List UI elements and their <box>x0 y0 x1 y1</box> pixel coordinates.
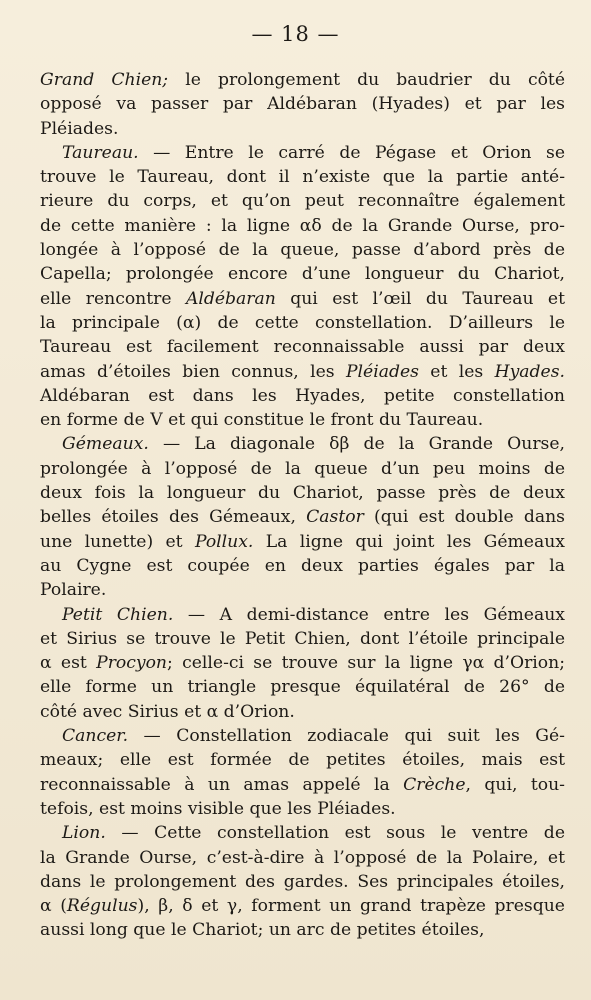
text-run: — Entre le carré de Pégase et Orion se <box>138 142 565 163</box>
text-run: — La diagonale δβ de la Grande Ourse, <box>148 434 565 455</box>
italic-term: Taureau. <box>62 142 139 163</box>
text-line <box>40 165 565 189</box>
text-run: deux fois la longueur du Chariot, passe près de deux <box>40 483 565 504</box>
italic-term: Aldébaran <box>185 288 276 309</box>
text-run: prolongée à l’opposé de la queue d’un peu moins de <box>40 458 565 479</box>
paragraph-cancer <box>40 724 565 821</box>
text-run: dans le prolongement des gardes. Ses principales étoiles, <box>40 871 565 892</box>
text-line <box>40 505 565 529</box>
text-line <box>40 651 565 675</box>
text-line <box>40 238 565 262</box>
text-line <box>40 92 565 116</box>
text-run: — Cette constellation est sous le ventre de <box>105 823 565 844</box>
text-line <box>40 530 565 554</box>
text-run: amas d’étoiles bien connus, les <box>40 361 346 382</box>
paragraph-taureau <box>40 141 565 433</box>
text-line <box>40 408 565 432</box>
italic-term: Pléiades <box>345 361 419 382</box>
italic-term: Régulus <box>66 896 138 917</box>
text-run: La ligne qui joint les Gémeaux <box>253 531 565 552</box>
italic-term: Grand Chien; <box>40 70 169 90</box>
text-run: Capella; prolongée encore d’une longueur du Chariot, <box>40 264 565 285</box>
text-run: α est <box>40 653 97 674</box>
text-run: (qui est double dans <box>363 507 565 528</box>
text-run: côté avec Sirius et α d’Orion. <box>40 701 295 722</box>
text-line <box>40 311 565 335</box>
text-run: aussi long que le Chariot; un arc de petites étoiles, <box>40 920 485 941</box>
italic-term: Lion. <box>62 823 106 844</box>
text-run: — Constellation zodiacale qui suit les Gé- <box>128 726 565 747</box>
page-body-text <box>40 68 565 943</box>
paragraph-gemeaux <box>40 432 565 602</box>
text-run: le prolongement du baudrier du côté <box>168 70 565 90</box>
text-line <box>40 432 565 456</box>
text-run: en forme de V et qui constitue le front du Taureau. <box>40 410 484 431</box>
text-line <box>40 262 565 286</box>
text-run: ), β, δ et γ, forment un grand trapèze presque <box>137 896 565 917</box>
text-line <box>40 603 565 627</box>
italic-term: Pollux. <box>194 531 254 552</box>
text-run: elle forme un triangle presque équilatéral de 26° de <box>40 677 565 698</box>
text-line <box>40 821 565 845</box>
text-run: Polaire. <box>40 580 107 601</box>
text-line <box>40 457 565 481</box>
text-line <box>40 773 565 797</box>
text-run: α ( <box>40 896 67 917</box>
text-line <box>40 870 565 894</box>
text-run: opposé va passer par Aldébaran (Hyades) et par les <box>40 94 565 115</box>
text-run: la principale (α) de cette constellation. D’ailleurs le <box>40 312 565 333</box>
text-line <box>40 481 565 505</box>
text-line <box>40 700 565 724</box>
paragraph-petit-chien <box>40 603 565 724</box>
text-line <box>40 675 565 699</box>
italic-term: Gémeaux. <box>62 434 149 455</box>
text-run: meaux; elle est formée de petites étoiles, mais est <box>40 750 565 771</box>
text-line <box>40 554 565 578</box>
italic-term: Procyon <box>96 653 168 674</box>
text-run: elle rencontre <box>40 288 186 309</box>
text-run: rieure du corps, et qu’on peut reconnaître également <box>40 191 565 212</box>
text-line <box>40 214 565 238</box>
text-run: — A demi-distance entre les Gémeaux <box>173 604 565 625</box>
text-run: une lunette) et <box>40 531 195 552</box>
text-run: tefois, est moins visible que les Pléiades. <box>40 798 396 819</box>
italic-term: Cancer. <box>62 726 129 747</box>
text-line <box>40 797 565 821</box>
text-run: qui est l’œil du Taureau et <box>275 288 565 309</box>
paragraph-grand-chien-end <box>40 68 565 141</box>
text-run: Pléiades. <box>40 118 119 139</box>
text-line <box>40 287 565 311</box>
text-line <box>40 627 565 651</box>
text-run: Taureau est facilement reconnaissable aussi par deux <box>40 337 565 358</box>
italic-term: Petit Chien. <box>62 604 174 625</box>
text-run: belles étoiles des Gémeaux, <box>40 507 307 528</box>
text-run: ; celle-ci se trouve sur la ligne γα d’Orion; <box>167 653 566 674</box>
text-line <box>40 578 565 602</box>
text-run: , qui, tou- <box>465 774 565 795</box>
text-line <box>40 360 565 384</box>
italic-term: Crèche <box>403 774 466 795</box>
text-run: au Cygne est coupée en deux parties égales par la <box>40 555 565 576</box>
text-run: trouve le Taureau, dont il n’existe que la partie anté- <box>40 167 565 188</box>
italic-term: Castor <box>306 507 364 528</box>
text-run: reconnaissable à un amas appelé la <box>40 774 404 795</box>
text-run: et Sirius se trouve le Petit Chien, dont l’étoile principale <box>40 628 565 649</box>
text-run: et les <box>418 361 495 382</box>
text-run: de cette manière : la ligne αδ de la Grande Ourse, pro- <box>40 215 565 236</box>
text-line <box>40 117 565 141</box>
paragraph-lion <box>40 821 565 942</box>
text-line <box>40 894 565 918</box>
text-line <box>40 846 565 870</box>
text-line <box>40 918 565 942</box>
text-line <box>40 748 565 772</box>
italic-term: Hyades. <box>494 361 565 382</box>
text-line <box>40 141 565 165</box>
text-run: Aldébaran est dans les Hyades, petite constellation <box>40 385 565 406</box>
page-number: — 18 — <box>251 22 340 46</box>
text-run: la Grande Ourse, c’est-à-dire à l’opposé de la Polaire, et <box>40 847 565 868</box>
text-line <box>40 68 565 92</box>
text-line <box>40 335 565 359</box>
text-line <box>40 384 565 408</box>
text-run: longée à l’opposé de la queue, passe d’abord près de <box>40 240 565 261</box>
text-line <box>40 724 565 748</box>
text-line <box>40 189 565 213</box>
